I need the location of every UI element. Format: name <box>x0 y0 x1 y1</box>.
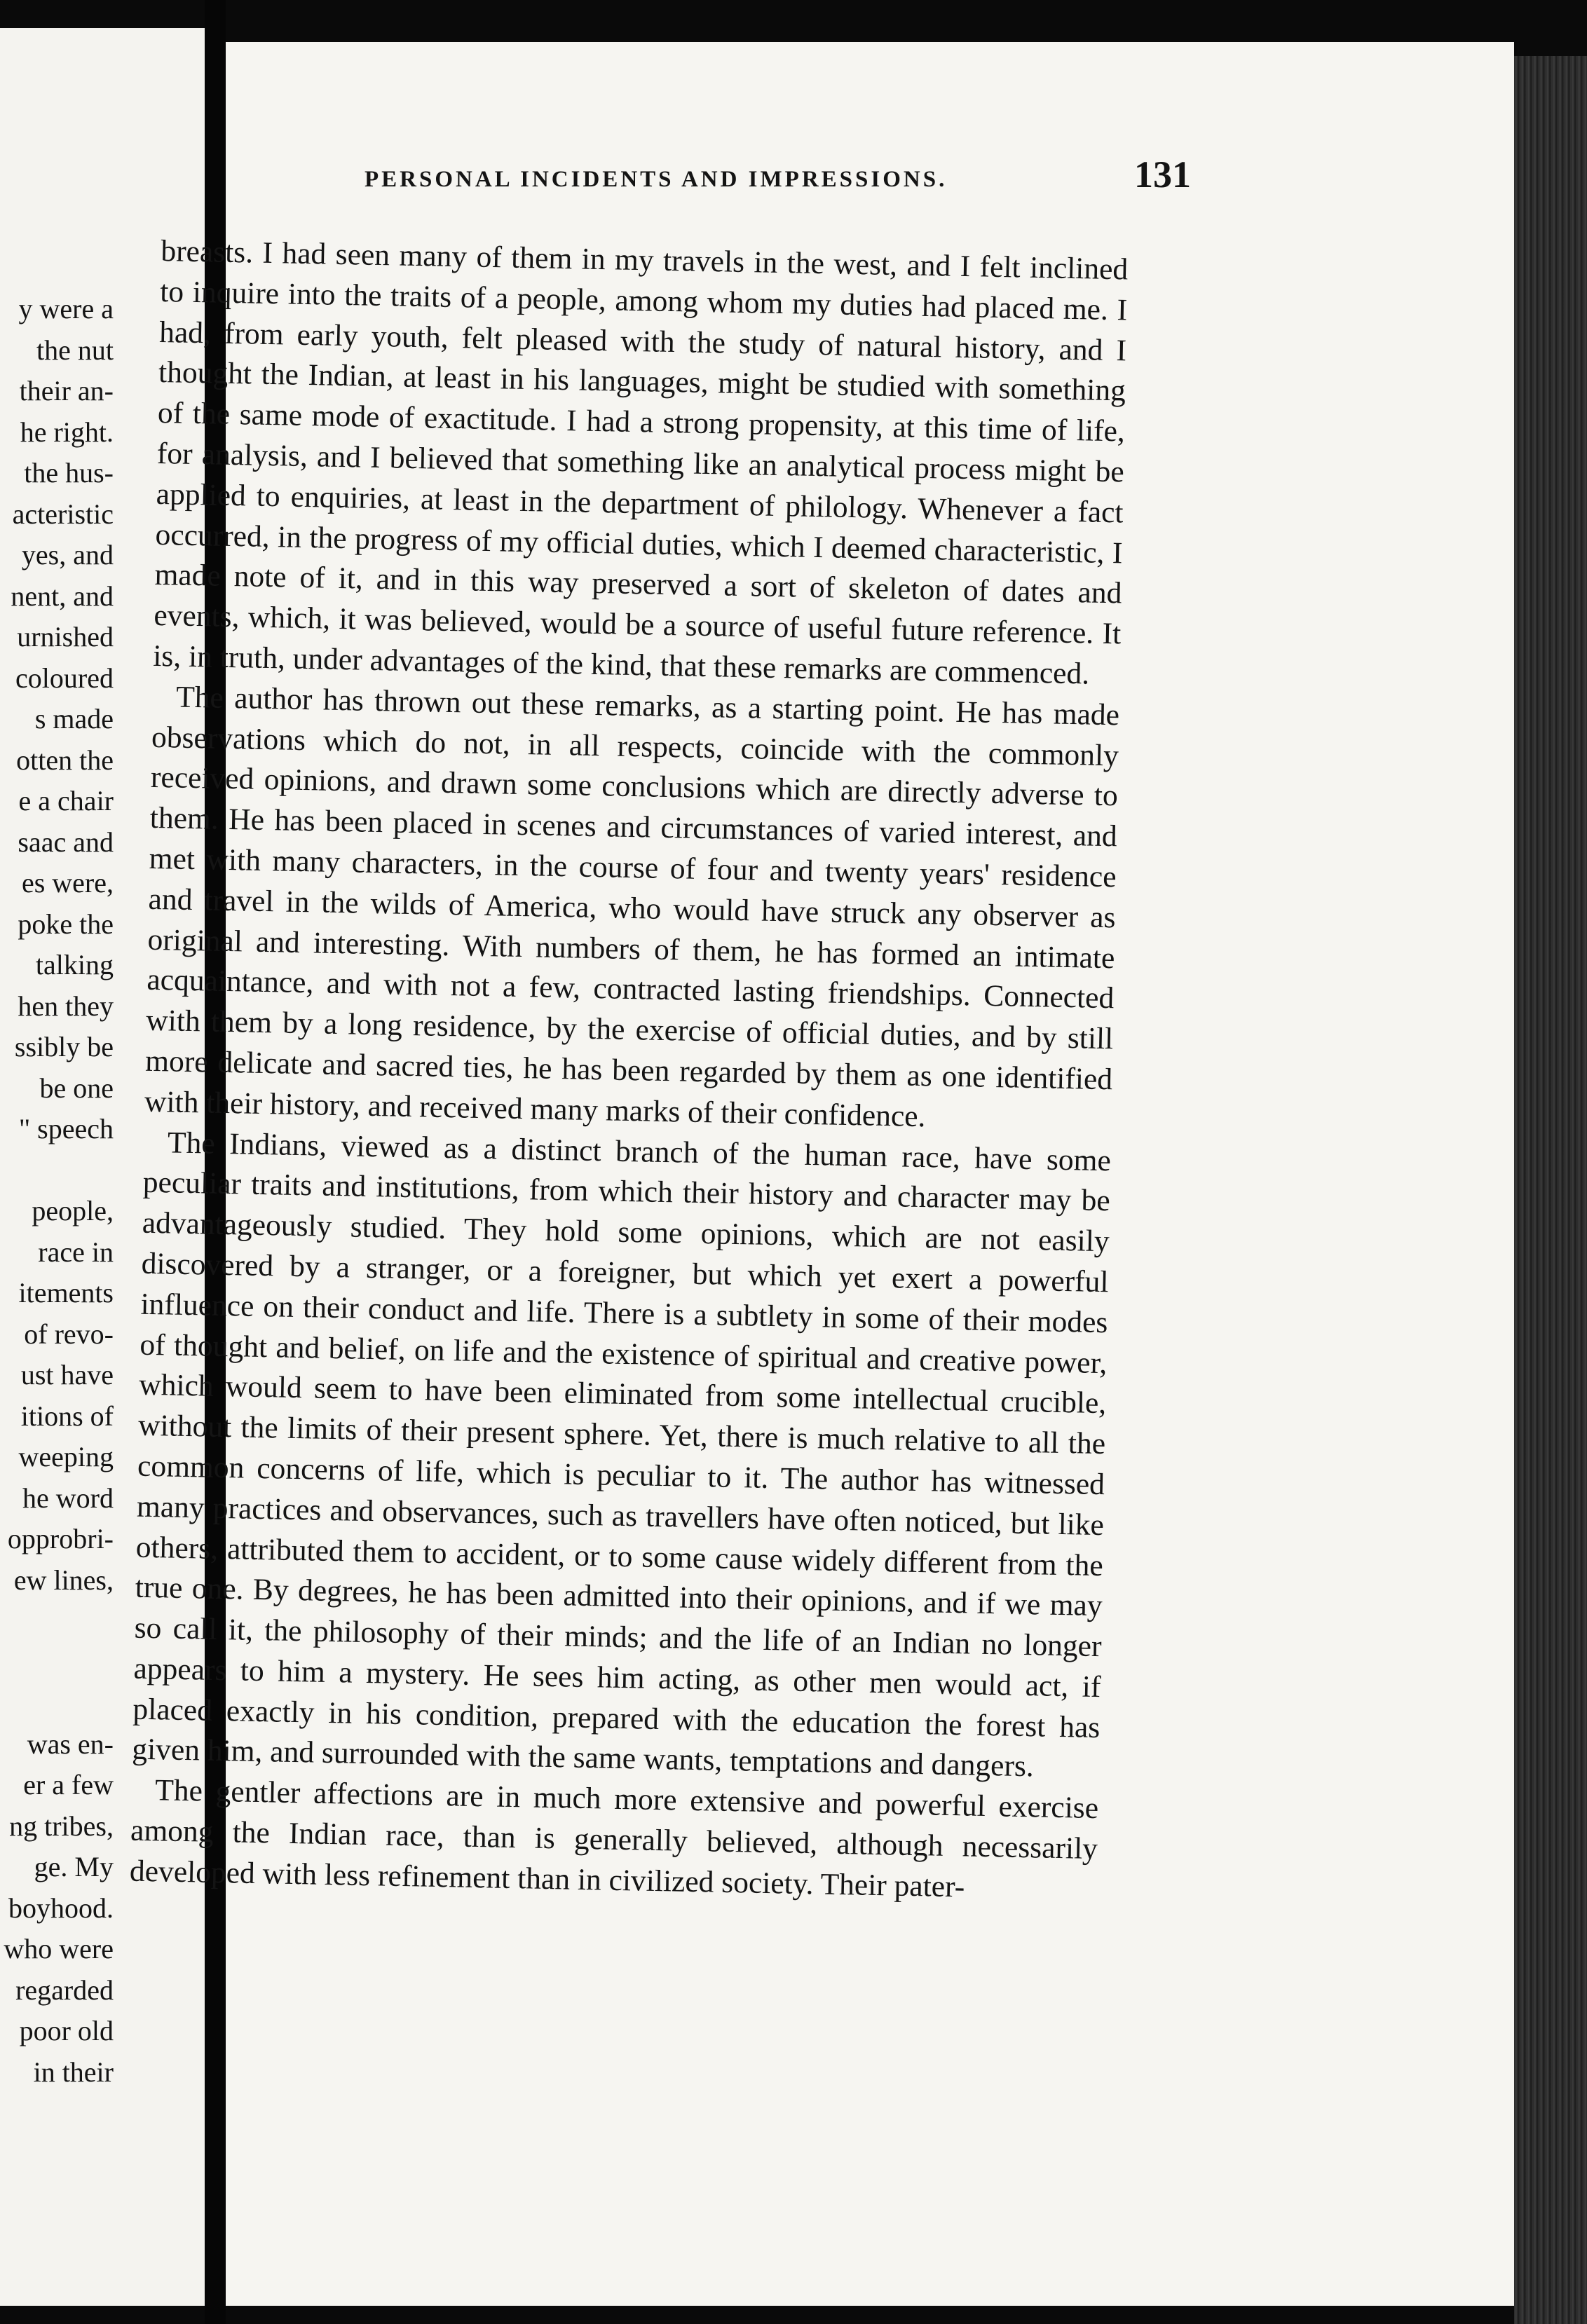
left-page-line: in their <box>33 2056 114 2088</box>
left-page-line: itions of <box>20 1400 114 1432</box>
left-page-line: otten the <box>16 744 114 776</box>
paragraph: The author has thrown out these remarks, as a starting point. He has made observations which do not, in all respects, coincide with the commonly received opinions, and drawn some conclusions which are directly adverse to them. He has been placed in scenes and circumstances of varied interest, and met with many characters, in the course of four and twenty years' residence and travel in the wilds of America, who would have struck any observer as original and interesting. With numbers of them, he has formed an intimate acquaintance, and with not a few, contracted lasting friendships. Connected with them by a long residence, by the exercise of official duties, and by still more delicate and sacred ties, he has been regarded by them as one identified with their history, and received many marks of their confidence. <box>144 680 1120 1133</box>
left-page-line: itements <box>18 1277 114 1308</box>
left-page-line: their an- <box>19 375 114 406</box>
left-page-line: poor old <box>19 2015 114 2046</box>
paragraph: breasts. I had seen many of them in my travels in the west, and I felt inclined to inquire into the traits of a people, among whom my duties had placed me. I had, from early youth, felt pleased with the study of natural history, and I thought the Indian, at least in his languages, might be studied with something of the same mode of exactitude. I had a strong propensity, at this time of life, for analysis, and I believed that something like an analytical process might be applied to enquiries, at least in the department of philology. Whenever a fact occurred, in the progress of my official duties, which I deemed characteristic, I made note of it, and in this way preserved a sort of skeleton of dates and events, which, it was believed, would be a source of useful future reference. It is, in truth, under advantages of the kind, that these remarks are commenced. <box>152 233 1129 691</box>
left-page-line: ust have <box>20 1359 114 1390</box>
page-number: 131 <box>1134 153 1191 196</box>
left-page-line: ew lines, <box>13 1564 114 1596</box>
left-page-line: poke the <box>18 908 114 940</box>
left-page-line: ng tribes, <box>9 1810 114 1842</box>
left-page-line: yes, and <box>21 539 114 570</box>
left-page-line: ssibly be <box>14 1031 114 1062</box>
left-page-line: urnished <box>17 621 114 652</box>
paragraph: The gentler affections are in much more extensive and powerful exercise among the Indian race, than is generally believed, although necessarily developed with less refinement than in civilized society. Their pater- <box>129 1773 1099 1904</box>
left-page-line: race in <box>38 1236 114 1268</box>
left-page-line: weeping <box>18 1441 114 1472</box>
left-page-line: who were <box>4 1933 114 1964</box>
left-page-line: er a few <box>23 1769 114 1800</box>
left-page-line: hen they <box>18 990 114 1022</box>
left-page-line: he right. <box>20 416 114 448</box>
left-page-line: acteristic <box>12 498 114 530</box>
left-page-line: saac and <box>18 826 114 858</box>
left-page-line: nent, and <box>11 580 114 612</box>
left-page-line <box>0 1683 114 1724</box>
left-page-line: was en- <box>27 1728 114 1760</box>
left-page-line: talking <box>35 949 114 980</box>
left-page-line: s made <box>34 703 114 734</box>
left-page-line: es were, <box>21 867 114 898</box>
left-page-line: e a chair <box>18 785 114 816</box>
page-edges <box>1514 56 1587 2324</box>
running-head: PERSONAL INCIDENTS AND IMPRESSIONS. <box>365 167 948 192</box>
body-text <box>130 231 1129 1911</box>
left-page-line: people, <box>32 1195 114 1226</box>
left-page-line: regarded <box>15 1974 114 2006</box>
left-page-line: y were a <box>18 293 114 324</box>
left-page-line <box>0 1150 114 1191</box>
left-page-line: the nut <box>36 334 114 366</box>
left-page-text-fragments <box>0 289 114 2093</box>
left-page-line: boyhood. <box>8 1892 114 1924</box>
left-page-line: opprobri- <box>7 1523 114 1554</box>
left-page-line: be one <box>39 1072 114 1104</box>
left-page-line: " speech <box>18 1113 114 1144</box>
left-page-line: the hus- <box>24 457 114 488</box>
left-page-line <box>0 1601 114 1642</box>
paragraph: The Indians, viewed as a distinct branch of the human race, have some peculiar traits and institutions, from which their history and character may be advantageously studied. They hold some opinions, which are not easily discovered by a stranger, or a foreigner, but which yet exert a powerful influence on their conduct and life. There is a subtlety in some of their modes of thought and belief, on life and the existence of spiritual and creative power, which would seem to have been eliminated from some intellectual crucible, without the limits of their present sphere. Yet, there is much relative to all the common concerns of life, which is peculiar to it. The author has witnessed many practices and observances, such as travellers have often noticed, but like others, attributed them to accident, or to some cause widely different from the true one. By degrees, he has been admitted into their opinions, and if we may so call it, the philosophy of their minds; and the life of an Indian no longer appears to him a mystery. He sees him acting, as other men would act, if placed exactly in his condition, prepared with the education the forest has given him, and surrounded with the same wants, temptations and dangers. <box>131 1125 1112 1784</box>
left-page-line: coloured <box>15 662 114 694</box>
left-page-line: of revo- <box>24 1318 114 1350</box>
left-page-line: ge. My <box>34 1851 114 1882</box>
left-page-line <box>0 1642 114 1683</box>
left-page-line: he word <box>22 1482 114 1514</box>
